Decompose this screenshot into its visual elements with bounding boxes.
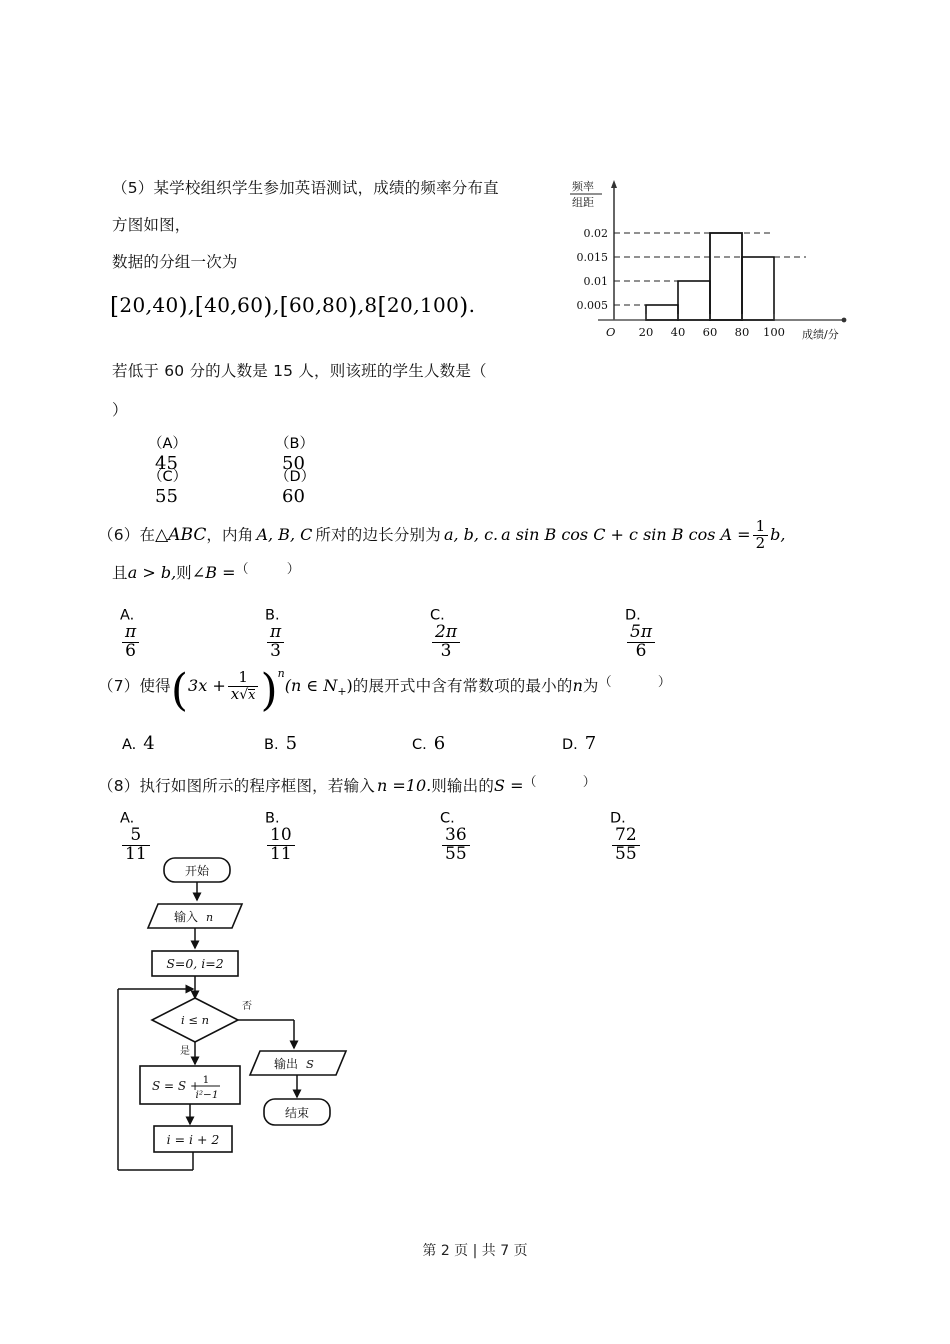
q7-option-d-label: D. (562, 737, 578, 753)
q8-answer-paren-open: （ (523, 775, 537, 790)
q5-option-d-label: （D） (275, 469, 316, 485)
q8-option-d[interactable] (610, 808, 642, 864)
q5-line4: 若低于 60 分的人数是 15 人，则该班的学生人数是（ (112, 362, 487, 380)
q6-answer-paren-open: （ (235, 562, 249, 577)
q6-option-b-fraction (267, 624, 284, 661)
q6-line2-a: 且 (112, 564, 128, 582)
q7-option-a[interactable] (122, 733, 155, 754)
q7-denominator-x: x (230, 685, 240, 703)
xtick-label-20: 20 (638, 325, 654, 339)
q5-line3: 数据的分组一次为 (112, 253, 238, 271)
flow-node-accumulate-denominator: i²−1 (195, 1089, 219, 1101)
xtick-label-40: 40 (670, 325, 686, 339)
q8-answer-paren-close: ） (582, 775, 596, 790)
program-flowchart-figure (108, 852, 368, 1182)
q6-fraction-denominator: 2 (753, 535, 769, 552)
q6-line1 (98, 519, 785, 552)
xtick-label-60: 60 (702, 325, 718, 339)
q8-option-c[interactable] (440, 808, 472, 864)
histogram-bar-80-100 (742, 257, 774, 320)
origin-label: O (606, 325, 616, 339)
xtick-label-100: 100 (763, 325, 785, 339)
q7-option-d[interactable] (562, 733, 596, 754)
q5-line1-text: 某学校组织学生参加英语测试，成绩的频率分布直 (153, 179, 499, 197)
flow-node-init-label: S=0, i=2 (166, 956, 224, 971)
q7-expression-numerator: 1 (238, 668, 248, 687)
q7-answer-paren-close: ） (657, 675, 672, 690)
q6-sides: a, b, c. (443, 524, 499, 544)
q8-option-a-denominator: 11 (122, 845, 150, 864)
q6-option-d-label: D. (625, 607, 641, 624)
frequency-histogram-figure (558, 168, 858, 358)
q5-line2: 方图如图， (112, 216, 191, 234)
xtick-label-80: 80 (734, 325, 750, 339)
q6-equation: a sin B cos C + c sin B cos A = (501, 524, 751, 544)
q5-option-a-label: （A） (148, 436, 187, 452)
q6-option-c-numerator: 2π (435, 622, 457, 642)
q8-text-b: 则输出的 (431, 777, 495, 795)
q7-paren-close: ) (260, 665, 278, 716)
q7-option-a-value: 4 (143, 733, 155, 754)
q5-option-b-value: 50 (282, 453, 305, 474)
q6-option-a-fraction (122, 624, 139, 661)
q5-option-c[interactable] (148, 465, 187, 507)
q6-text-d: 所对的边长分别为 (315, 525, 441, 544)
q5-intervals: [20,40),[40,60),[60,80),8[20,100). (110, 293, 476, 320)
q6-option-c-label: C. (430, 607, 445, 624)
q7-number: （7） (98, 677, 140, 695)
flow-node-accumulate-label: S = S + (152, 1079, 200, 1093)
q6-option-c-denominator: 3 (432, 642, 460, 661)
q6-option-d[interactable] (625, 605, 657, 661)
histogram-bar-60-80 (710, 233, 742, 320)
q6-angle-b: ∠B = (191, 563, 236, 582)
flow-edge-label-yes: 是 (180, 1046, 190, 1057)
q5-option-d[interactable] (275, 465, 315, 507)
q6-option-a-numerator: π (125, 622, 137, 642)
q7-option-b-value: 5 (285, 733, 298, 754)
q7-expression-lead: 3x + (188, 676, 226, 695)
q7-answer-paren-open: （ (598, 675, 612, 690)
q7-option-c[interactable] (412, 733, 445, 754)
flow-node-accumulate-numerator: 1 (202, 1074, 210, 1086)
q6-option-a[interactable] (120, 605, 141, 661)
x-axis-arrow (842, 318, 847, 323)
q6-fraction-half (753, 519, 769, 552)
q6-answer-paren-close: ） (286, 562, 300, 577)
q6-angles: A, B, C (256, 524, 313, 544)
ytick-001: 0.01 (583, 275, 608, 288)
flow-node-increment-label: i = i + 2 (166, 1132, 220, 1147)
histogram-xlabel: 成绩/分 (802, 328, 839, 341)
histogram-ylabel-numerator: 频率 (572, 180, 594, 193)
q8-option-c-fraction (442, 827, 470, 864)
q5-closing-paren: ） (112, 401, 128, 419)
q7-text-a: 使得 (139, 677, 171, 695)
histogram-bar-20-40 (646, 305, 678, 320)
q6-option-a-denominator: 6 (122, 642, 139, 661)
q6-option-d-fraction (627, 624, 655, 661)
q7-option-a-label: A. (122, 737, 137, 753)
flow-node-input-var: n (206, 911, 214, 924)
flow-node-output-var: S (306, 1057, 314, 1071)
q6-option-a-label: A. (120, 607, 135, 624)
q8-option-d-denominator: 55 (612, 845, 640, 864)
q7-text-b: 的展开式中含有常数项的最小的 (352, 677, 573, 695)
q6-line2 (112, 558, 300, 583)
q7-paren-open: ( (170, 665, 189, 716)
flow-node-input-label: 输入 (173, 910, 199, 924)
q8-option-c-label: C. (440, 810, 455, 827)
q6-option-b-label: B. (265, 607, 280, 624)
q5-option-d-value: 60 (282, 486, 305, 507)
q7-text-c: 为 (582, 677, 599, 695)
q5-option-b-label: （B） (275, 436, 314, 452)
flow-node-start-label: 开始 (184, 864, 210, 878)
flow-edge-label-no: 否 (242, 1001, 252, 1012)
q8-option-a-numerator: 5 (130, 825, 142, 845)
q6-text-b: ， (206, 525, 223, 544)
q7-line (98, 665, 671, 716)
q6-option-d-denominator: 6 (627, 642, 655, 661)
q6-option-b-denominator: 3 (267, 642, 284, 661)
q6-condition: a > b, (127, 563, 177, 582)
q5-line1 (112, 176, 552, 198)
q5-option-a-value: 45 (155, 453, 178, 474)
q7-condition-subscript: + (337, 685, 347, 698)
q7-denominator-sqrt-arg: x (248, 688, 256, 703)
q8-option-b-denominator: 11 (267, 845, 295, 864)
flow-node-end-label: 结束 (284, 1106, 310, 1120)
q7-condition: (n ∈ N (284, 676, 338, 695)
q6-fraction-numerator: 1 (755, 517, 766, 535)
q7-option-c-value: 6 (433, 733, 446, 754)
q8-text-a: 执行如图所示的程序框图，若输入 (139, 777, 375, 795)
q5-number: （5） (112, 179, 154, 197)
sqrt-icon: √x (239, 687, 256, 703)
q7-option-b[interactable] (264, 733, 297, 754)
q6-text-a: 在 (139, 525, 156, 544)
q7-exponent: n (277, 667, 285, 680)
q8-input-value: n =10. (376, 776, 432, 795)
q7-expression-denominator (228, 686, 259, 703)
q8-number: （8） (98, 777, 140, 795)
q8-option-b-numerator: 10 (270, 825, 292, 845)
q8-option-b-label: B. (265, 810, 280, 827)
flow-node-decision-label: i ≤ n (180, 1013, 210, 1027)
q6-fraction-tail: b, (770, 524, 786, 544)
histogram-bar-40-60 (678, 281, 710, 320)
q6-option-c[interactable] (430, 605, 462, 661)
q7-option-d-value: 7 (584, 733, 597, 754)
q8-option-d-fraction (612, 827, 640, 864)
q6-text-c: 内角 (222, 525, 254, 544)
q8-line (98, 771, 596, 796)
y-axis-arrow (611, 180, 617, 188)
q6-number: （6） (98, 525, 140, 544)
q7-condition-close: ) (346, 676, 353, 695)
q7-option-b-label: B. (264, 737, 279, 753)
q6-triangle: △ABC (155, 524, 207, 545)
q8-option-a-label: A. (120, 810, 135, 827)
q7-option-c-label: C. (412, 737, 427, 753)
q8-option-d-numerator: 72 (615, 825, 637, 845)
q7-expression-fraction (228, 670, 259, 703)
q8-option-c-numerator: 36 (445, 825, 467, 845)
flowchart-svg (108, 852, 368, 1182)
histogram-ylabel-denominator: 组距 (572, 196, 594, 209)
q5-option-c-label: （C） (148, 469, 188, 485)
q6-line2-b: 则 (176, 564, 192, 582)
q6-option-d-numerator: 5π (630, 622, 652, 642)
ytick-002: 0.02 (583, 227, 608, 240)
q6-option-b-numerator: π (270, 622, 282, 642)
q8-option-d-label: D. (610, 810, 626, 827)
ytick-0015: 0.015 (576, 251, 608, 264)
q8-output-var: S = (494, 776, 524, 795)
q7-variable-n: n (572, 676, 583, 695)
flow-node-output-label: 输出 (273, 1057, 299, 1071)
q6-option-b[interactable] (265, 605, 286, 661)
ytick-0005: 0.005 (576, 299, 608, 312)
q6-option-c-fraction (432, 624, 460, 661)
q8-option-c-denominator: 55 (442, 845, 470, 864)
q5-option-c-value: 55 (155, 486, 178, 507)
page-footer: 第 2 页 | 共 7 页 (422, 1243, 528, 1259)
histogram-svg (558, 168, 858, 358)
